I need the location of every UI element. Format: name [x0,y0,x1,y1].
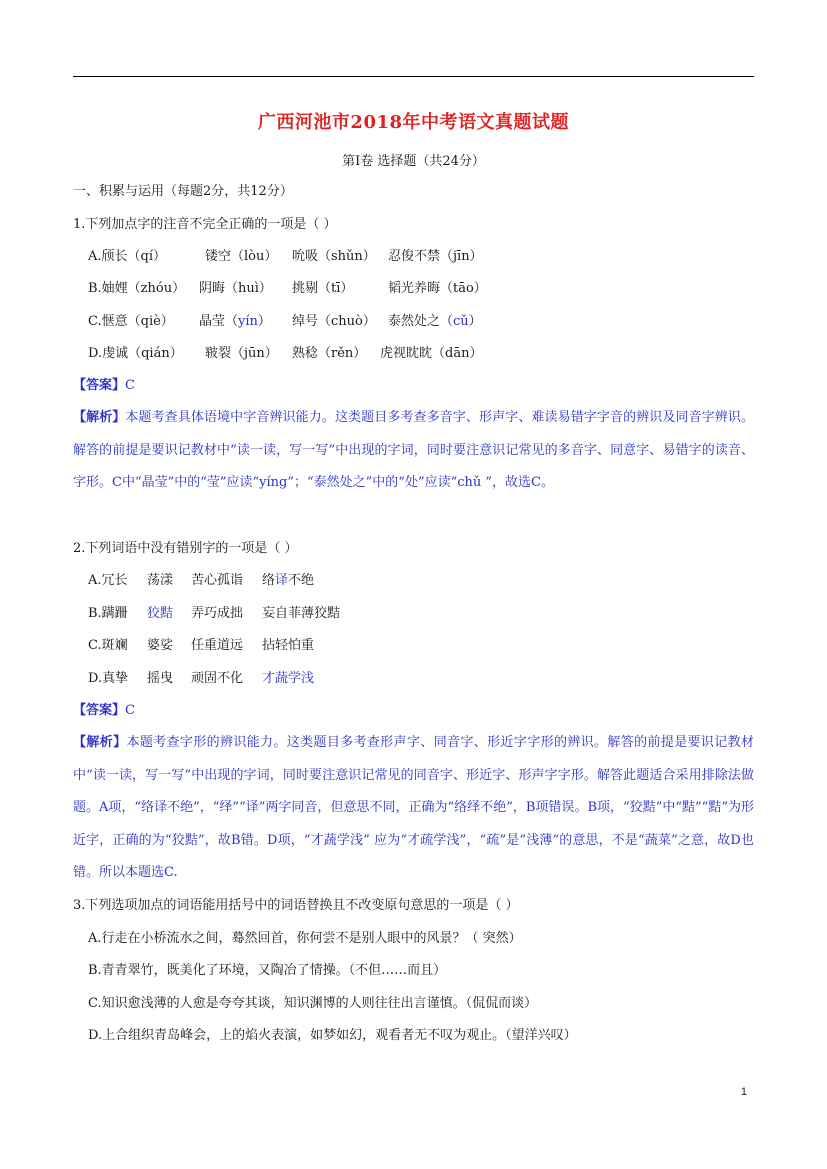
q1-a-word-3: 吮吸（shǔn） [292,249,376,264]
section-subtitle: 第Ⅰ卷 选择题（共24分） [342,154,485,169]
q2-d-word-4: 才蔬学浅 [262,671,315,686]
q1-a-word-1: A.颀长（qí） [88,249,167,264]
q2-analysis-text: 本题考查字形的辨识能力。这类题目多考查形声字、同音字、形近字字形的辨识。解答的前提是要识记教材中“读一读，写一写”中出现的字词，同时要注意识记常见的同音字、形近字、形声字字形。解答此题适合采用排除法做题。A项，“络译不绝”，“绎”“译”两字同音，但意思不同，正确为“络绎不绝”，B项错误。B项，“狡黠”中“黠”“黠”为形近字，正确的为“狡黠”，故B错。D项，“才蔬学浅” 应为“才疏学浅”，“疏”是“浅薄”的意思，不是“蔬菜”之意，故D也错。所以本题选C. [73,735,754,880]
q1-d-word-2: 皲裂（jūn） [205,346,278,361]
q2-a-word-4: 络译不绝 [262,573,315,588]
q2-d-word-1: D.真挚 [88,671,129,686]
q1-answer-tag: 【答案】 [73,378,126,393]
q1-c-word-4: 泰然处之（cǔ） [388,314,482,329]
q2-answer [73,702,135,720]
q2-answer-value: C [125,703,135,718]
q2-d-word-3: 顽固不化 [191,671,244,686]
q1-analysis-text: 本题考查具体语境中字音辨识能力。这类题目多考查多音字、形声字、难读易错字字音的辨识及同音字辨识。解答的前提是要识记教材中“读一读，写一写”中出现的字词，同时要注意识记常见的多音字、同意字、易错字的读音、字形。C中“晶莹”中的“莹”应读“yíng”；“泰然处之”中的“处”应读“chǔ ”，故选C。 [73,410,754,490]
header-rule [73,76,754,77]
q1-option-b [88,280,487,298]
q3-option-c: C.知识愈浅薄的人愈是夸夸其谈，知识渊博的人则往往出言谨慎。（侃侃而谈） [88,996,538,1011]
q2-option-c [88,637,314,655]
q1-d-word-4: 虎视眈眈（dān） [380,346,483,361]
q2-c-word-1: C.斑斓 [88,638,128,653]
q1-c-word-2: 晶莹（yín） [199,314,271,329]
question-2-stem: 2.下列词语中没有错别字的一项是（ ） [73,541,298,556]
q3-option-b: B.青青翠竹，既美化了环境，又陶冶了情操。（不但……而且） [88,963,447,978]
q1-b-word-4: 韬光养晦（tāo） [388,281,487,296]
q2-analysis-tag: 【解析】 [73,735,127,750]
q2-b-word-3: 弄巧成拙 [191,606,244,621]
q1-option-d [88,345,482,363]
q1-analysis-tag: 【解析】 [73,410,126,425]
q1-a-word-4: 忍俊不禁（jīn） [388,249,483,264]
q1-answer [73,377,135,395]
page-title: 广西河池市2018年中考语文真题试题 [257,112,570,133]
q2-answer-tag: 【答案】 [73,703,126,718]
q3-option-a: A.行走在小桥流水之间，蓦然回首，你何尝不是别人眼中的风景？（ 突然） [88,931,522,946]
q1-option-a [88,248,483,266]
q2-c-word-3: 任重道远 [191,638,244,653]
q2-a-word-1: A.冗长 [88,573,128,588]
q1-d-word-1: D.虔诚（qián） [88,346,183,361]
q2-b-word-2: 狡黠 [147,606,174,621]
q2-c-word-4: 拈轻怕重 [262,638,315,653]
q2-b-word-4: 妄自菲薄狡黠 [262,606,341,621]
q2-c-word-2: 婆娑 [147,638,174,653]
page-number: 1 [740,1086,747,1098]
q2-d-word-2: 摇曳 [147,671,174,686]
q1-c-word-1: C.惬意（qiè） [88,314,174,329]
q1-b-word-2: 阴晦（huì） [199,281,272,296]
q2-a-word-3: 苦心孤诣 [191,573,244,588]
q2-b-word-1: B.蹒跚 [88,606,128,621]
q2-option-d [88,670,314,688]
q2-analysis [73,727,754,890]
q1-analysis [73,402,754,500]
q1-c-word-3: 绰号（chuò） [292,314,376,329]
q1-option-c [88,313,482,331]
q1-a-word-2: 镂空（lòu） [205,249,278,264]
q2-a-word-2: 荡漾 [147,573,174,588]
q2-option-b [88,605,340,623]
q2-option-a [88,572,314,590]
question-1-stem: 1.下列加点字的注音不完全正确的一项是（ ） [73,217,337,232]
section-heading: 一、积累与运用（每题2分，共12分） [73,184,293,199]
q3-option-d: D.上合组织青岛峰会，上的焰火表演，如梦如幻，观看者无不叹为观止。（望洋兴叹） [88,1028,577,1043]
q1-d-word-3: 熟稔（rěn） [292,346,367,361]
q1-answer-value: C [125,378,135,393]
q1-b-word-1: B.妯娌（zhóu） [88,281,186,296]
q1-b-word-3: 挑剔（tī） [292,281,354,296]
question-3-stem: 3.下列选项加点的词语能用括号中的词语替换且不改变原句意思的一项是（ ） [73,898,519,913]
